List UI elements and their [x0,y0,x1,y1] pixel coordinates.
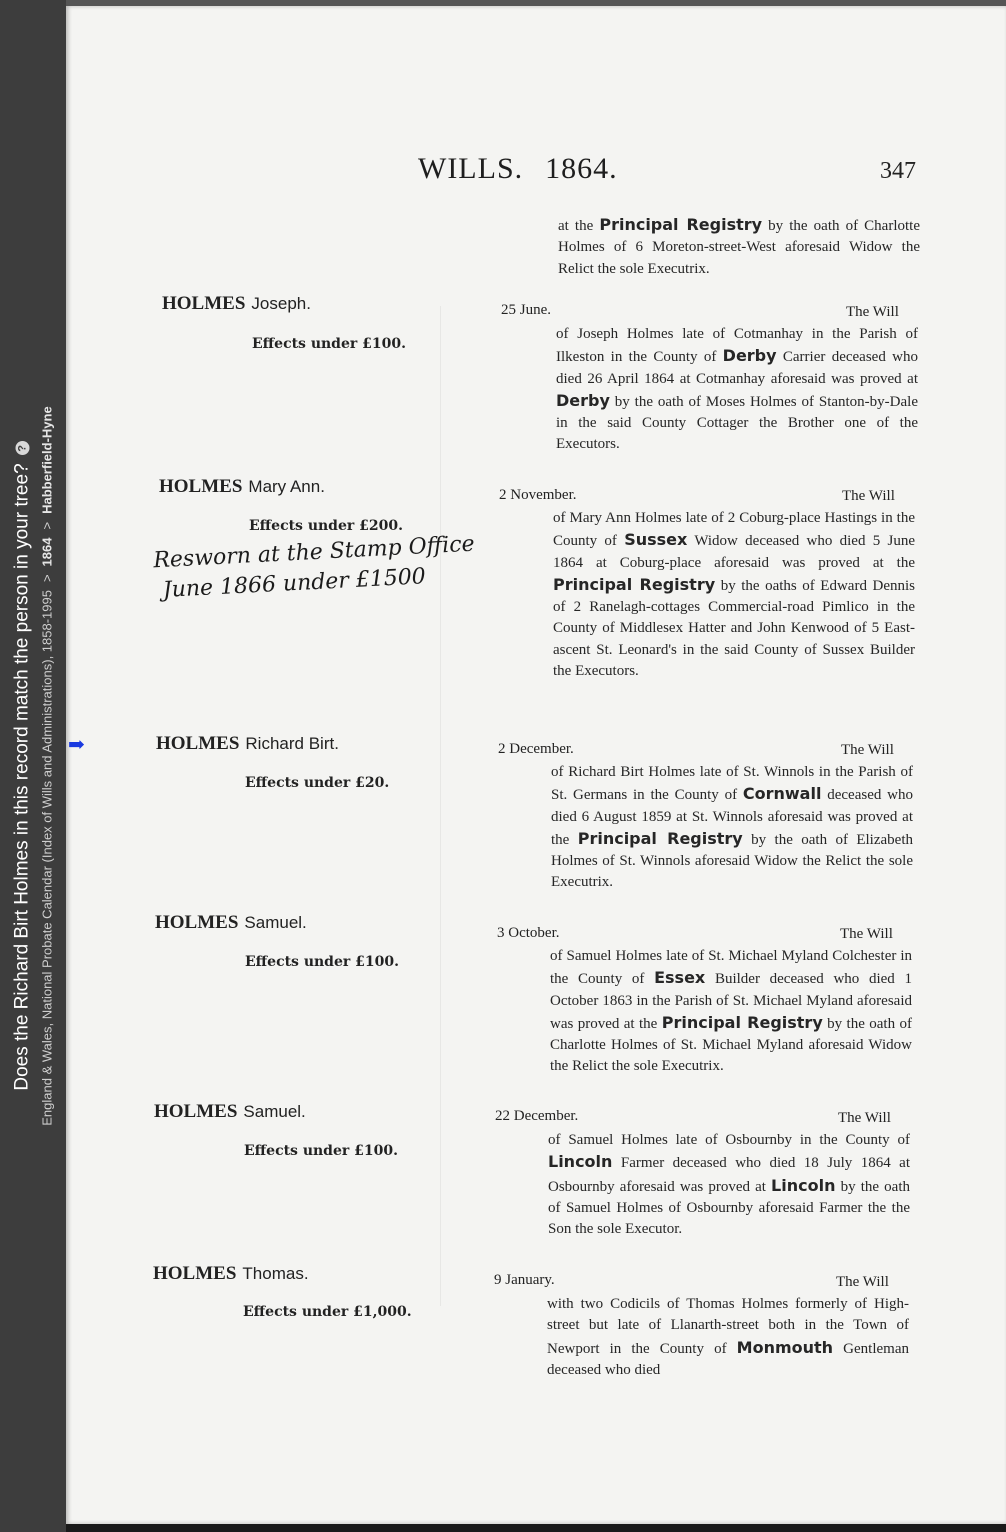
page-title-text: WILLS. [418,152,524,185]
page-title-year: 1864. [545,152,618,185]
handwritten-annotation [153,530,477,607]
entry-text: with two Codicils of Thomas Holmes formerly of High-street but late of Llanarth-street both in the Town of Newport in the County of Monmouth Gentleman deceased who died [547,1296,909,1378]
entry-name [159,476,325,498]
breadcrumb-separator: > [39,521,55,530]
breadcrumb-collection[interactable]: England & Wales, National Probate Calendar (Index of Wills and Administrations), 1858-1995 [39,590,55,1126]
entry-surname: HOLMES [154,1101,238,1122]
record-match-question-text[interactable]: Does the Richard Birt Holmes in this record match the person in your tree? [11,463,33,1091]
entry-will-label: The Will [842,488,895,504]
entry-name [154,1101,306,1123]
record-image[interactable] [66,6,1006,1524]
top-continuation-text: at the Principal Registry by the oath of Charlotte Holmes of 6 Moreton-street-West aforesaid Widow the Relict the sole Executrix. [558,215,920,277]
column-divider [440,306,441,1306]
entry-effects: Effects under £20. [245,775,390,791]
entry-effects: Effects under £1,000. [243,1304,412,1320]
arrow-right-icon: ➡ [68,734,85,756]
entry-given-name: Joseph. [251,294,311,313]
entry-given-name: Richard Birt. [245,734,339,753]
entry-effects: Effects under £100. [252,336,406,352]
entry-date: 2 December. [498,741,574,757]
page-title [418,152,618,186]
entry-surname: HOLMES [156,733,240,754]
breadcrumb-page-ref[interactable]: Habberfield-Hyne [39,406,55,514]
entry-surname: HOLMES [159,476,243,497]
entry-surname: HOLMES [153,1263,237,1284]
entry-effects: Effects under £100. [245,954,399,970]
side-banner [0,0,66,1532]
annotation-line: June 1866 under £1500 [162,564,427,603]
entry-date: 9 January. [494,1272,555,1288]
entry-will-label: The Will [836,1274,889,1290]
annotation-line: Resworn at the Stamp Office [152,531,476,574]
entry-date: 25 June. [501,302,551,318]
entry-surname: HOLMES [155,912,239,933]
entry-name [155,912,307,934]
entry-given-name: Mary Ann. [248,477,325,496]
entry-given-name: Samuel. [244,913,307,932]
page-bottom-edge [66,1524,1006,1532]
entry-text: of Mary Ann Holmes late of 2 Coburg-place Hastings in the County of Sussex Widow deceased who died 5 June 1864 at Coburg-place aforesaid was proved at the Principal Registry by the oaths of Edward Dennis of 2 Ranelagh-cottages Commercial-road Pimlico in the County of Middlesex Hatter and John Kenwood of 5 East-ascent St. Leonard's in the said County of Sussex Builder the Executors. [553,510,915,680]
entry-text: of Joseph Holmes late of Cotmanhay in the Parish of Ilkeston in the County of Derby Carrier deceased who died 26 April 1864 at Cotmanhay aforesaid was proved at Derby by the oath of Moses Holmes of Stanton-by-Dale in the said County Cottager the Brother one of the Executors. [556,326,918,453]
breadcrumb-year[interactable]: 1864 [39,537,55,567]
record-match-question[interactable] [12,441,34,1090]
entry-name [153,1263,309,1285]
help-icon[interactable]: ? [16,441,30,455]
entry-surname: HOLMES [162,293,246,314]
breadcrumb [40,406,55,1125]
entry-given-name: Thomas. [242,1264,309,1283]
entry-name [162,293,311,315]
entry-date: 3 October. [497,925,560,941]
entry-effects: Effects under £200. [249,518,403,534]
entry-will-label: The Will [841,742,894,758]
breadcrumb-separator: > [39,574,55,583]
entry-will-label: The Will [846,304,899,320]
entry-will-label: The Will [838,1110,891,1126]
side-banner-text [12,16,55,1516]
entry-date: 22 December. [495,1108,579,1124]
entry-text: of Samuel Holmes late of Osbournby in the County of Lincoln Farmer deceased who died 18 July 1864 at Osbournby aforesaid was proved at Lincoln by the oath of Samuel Holmes of Osbournby aforesaid Farmer the the Son the sole Executor. [548,1132,910,1238]
entry-text: of Richard Birt Holmes late of St. Winnols in the Parish of St. Germans in the County of Cornwall deceased who died 6 August 1859 at St. Winnols aforesaid was proved at the Principal Registry by the oath of Elizabeth Holmes of St. Winnols aforesaid Widow the Relict the sole Executrix. [551,764,913,891]
entry-will-label: The Will [840,926,893,942]
entry-name [156,733,339,755]
entry-date: 2 November. [499,487,577,503]
page-number: 347 [880,158,916,184]
entry-text: of Samuel Holmes late of St. Michael Myland Colchester in the County of Essex Builder deceased who died 1 October 1863 in the Parish of St. Michael Myland aforesaid was proved at the Principal Registry by the oath of Charlotte Holmes of St. Michael Myland aforesaid Widow the Relict the sole Executrix. [550,948,913,1075]
entry-given-name: Samuel. [243,1102,306,1121]
entry-effects: Effects under £100. [244,1143,398,1159]
